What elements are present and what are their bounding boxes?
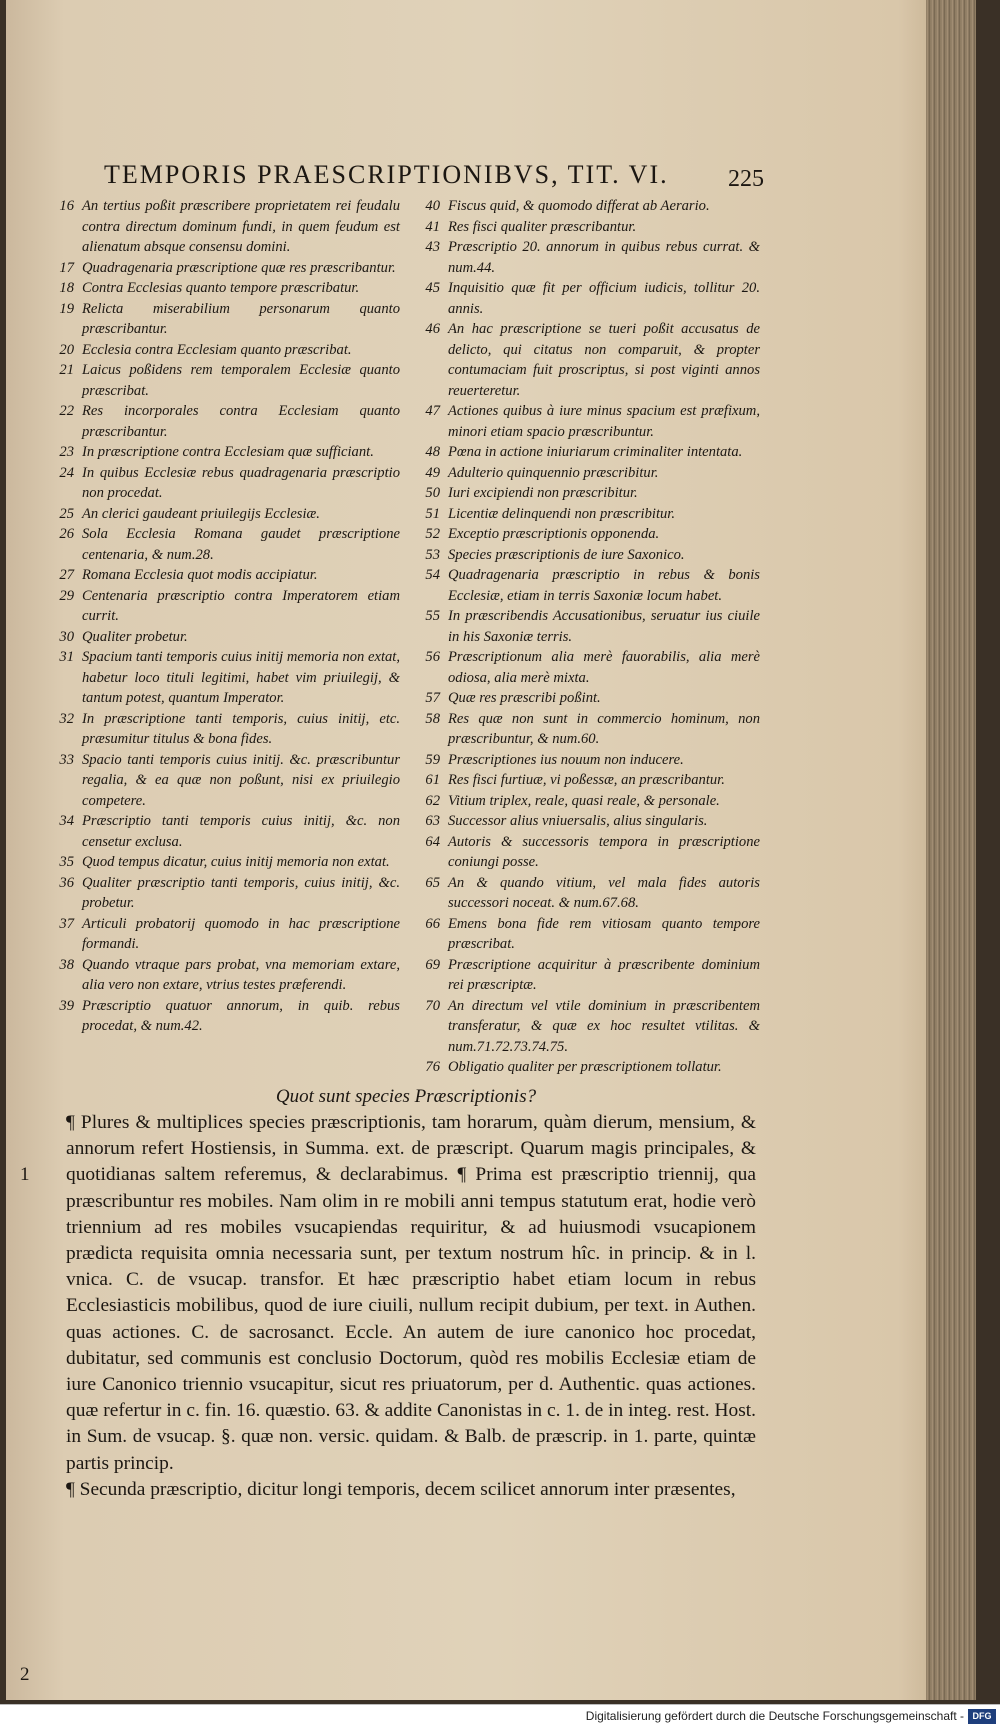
book-page xyxy=(6,0,976,1700)
index-text: Iuri excipiendi non præscribitur. xyxy=(448,485,638,501)
section-title: Quot sunt species Præscriptionis? xyxy=(275,1086,537,1107)
index-entry xyxy=(44,360,400,401)
index-entry xyxy=(410,217,760,238)
index-entry xyxy=(410,278,760,319)
page-number: 225 xyxy=(728,166,764,192)
page-edge xyxy=(926,0,976,1700)
index-entry xyxy=(410,791,760,812)
index-entry xyxy=(410,463,760,484)
index-number: 65 xyxy=(425,874,440,891)
index-number: 40 xyxy=(425,198,440,214)
index-number: 51 xyxy=(425,505,440,522)
index-text: Præscriptio 20. annorum in quibus rebus currat. & num.44. xyxy=(448,239,760,276)
index-number: 69 xyxy=(425,956,440,973)
index-number: 34 xyxy=(59,813,74,829)
index-entry xyxy=(410,996,760,1058)
index-entry xyxy=(44,873,400,914)
body-text xyxy=(66,1110,756,1503)
index-text: In præscriptione tanti temporis, cuius initij, etc. præsumitur titulus & bona fides. xyxy=(82,710,400,747)
index-text: Vitium triplex, reale, quasi reale, & personale. xyxy=(448,792,720,809)
index-entry xyxy=(44,278,400,299)
index-text: Exceptio præscriptionis opponenda. xyxy=(448,526,660,542)
index-text: Emens bona fide rem vitiosam quanto tempore præscribat. xyxy=(448,915,760,952)
running-header: TEMPORIS PRAESCRIPTIONIBVS, TIT. VI. xyxy=(104,160,669,189)
index-number: 18 xyxy=(59,280,74,296)
index-entry xyxy=(410,483,760,504)
index-number: 47 xyxy=(425,403,440,419)
index-entry xyxy=(44,258,400,279)
index-entry xyxy=(44,852,400,873)
index-number: 30 xyxy=(59,628,74,645)
index-text: An hac præscriptione se tueri poßit accusatus de delicto, qui citatus non comparuit, & propter contumaciam fuit proscriptus, si post viginti annos reuerteretur. xyxy=(448,321,760,399)
footer-credit: Digitalisierung gefördert durch die Deutsche Forschungsgemeinschaft - xyxy=(585,1709,964,1723)
index-number: 70 xyxy=(425,997,440,1014)
margin-number: 2 xyxy=(20,1664,30,1685)
pilcrow: ¶ xyxy=(66,1112,75,1133)
index-text: Præscriptio quatuor annorum, in quib. rebus procedat, & num.42. xyxy=(82,997,400,1034)
index-number: 43 xyxy=(425,239,440,255)
index-text: Obligatio qualiter per præscriptionem tollatur. xyxy=(448,1059,722,1075)
index-entry xyxy=(44,811,400,852)
index-entry xyxy=(410,196,760,217)
index-number: 27 xyxy=(59,567,74,583)
index-text: Ecclesia contra Ecclesiam quanto præscribat. xyxy=(82,341,352,358)
index-entry xyxy=(410,401,760,442)
index-text: Successor alius vniuersalis, alius singularis. xyxy=(448,813,708,829)
index-entry xyxy=(44,627,400,648)
index-text: Centenaria præscriptio contra Imperatorem etiam currit. xyxy=(82,587,400,624)
index-entry xyxy=(44,340,400,361)
index-text: In præscriptione contra Ecclesiam quæ sufficiant. xyxy=(82,444,374,460)
index-entry xyxy=(410,770,760,791)
index-entry xyxy=(44,586,400,627)
index-text: Adulterio quinquennio præscribitur. xyxy=(448,464,659,481)
index-entry xyxy=(410,709,760,750)
index-text: An clerici gaudeant priuilegijs Ecclesiæ. xyxy=(82,505,320,522)
index-number: 52 xyxy=(425,526,440,542)
paragraph: Secunda præscriptio, dicitur longi temporis, decem scilicet annorum inter præsentes, xyxy=(79,1478,736,1500)
index-number: 23 xyxy=(59,444,74,460)
index-number: 53 xyxy=(425,546,440,563)
index-column-right xyxy=(410,196,760,1078)
index-text: Autoris & successoris tempora in præscriptione coniungi posse. xyxy=(448,833,760,870)
index-text: Romana Ecclesia quot modis accipiatur. xyxy=(82,567,318,583)
index-number: 59 xyxy=(425,751,440,768)
index-text: Licentiæ delinquendi non præscribitur. xyxy=(448,505,676,522)
index-text: Quando vtraque pars probat, vna memoriam extare, alia vero non extare, vtrius testes præferendi. xyxy=(82,956,400,993)
index-text: Articuli probatorij quomodo in hac præscriptione formandi. xyxy=(82,915,400,952)
index-text: Pœna in actione iniuriarum criminaliter intentata. xyxy=(448,444,743,460)
index-entry xyxy=(44,442,400,463)
index-entry xyxy=(44,750,400,812)
index-entry xyxy=(44,914,400,955)
index-number: 36 xyxy=(59,874,74,891)
index-text: In præscribendis Accusationibus, seruatur ius ciuile in his Saxoniæ terris. xyxy=(448,608,760,645)
index-number: 50 xyxy=(425,485,440,501)
index-entry xyxy=(410,1057,760,1078)
index-number: 46 xyxy=(425,321,440,337)
index-text: Sola Ecclesia Romana gaudet præscriptione centenaria, & num.28. xyxy=(82,526,400,563)
index-number: 31 xyxy=(59,649,74,665)
paragraph: Prima est præscriptio triennij, qua præscribuntur res mobiles. Nam olim in re mobili anni tempus statutum erat, hodie verò triennium ad res mobiles vsucapiendas requiritur, & ad huiusmodi vsucapionem prædicta requisita omnia necessaria sunt, per textum nostrum hîc. in princip. & in l. vnica. C. de vsucap. transfor. Et hæc præscriptio habet etiam locum in rebus Ecclesiasticis mobilibus, quod de iure ciuili, nullum recipit dubium, per text. in Authen. quas actiones. C. de sacrosanct. Eccle. An autem de iure canonico hoc procedat, dubitatur, sed communis est conclusio Doctorum, quòd res mobilis Ecclesiæ etiam de iure Canonico triennio vsucapitur, sicut res priuatorum, per d. Authentic. quas actiones. quæ refertur in c. fin. 16. quæstio. 63. & addite Canonistas in c. 1. de in integ. rest. Host. in Sum. de vsucap. §. quæ non. versic. quidam. & Balb. de præscrip. in 1. parte, quintæ partis princip. xyxy=(66,1164,756,1474)
index-text: Fiscus quid, & quomodo differat ab Aerario. xyxy=(448,198,710,214)
index-number: 56 xyxy=(425,649,440,665)
index-entry xyxy=(410,688,760,709)
index-number: 64 xyxy=(425,833,440,850)
index-entry xyxy=(410,955,760,996)
index-text: An & quando vitium, vel mala fides autoris successori noceat. & num.67.68. xyxy=(448,874,760,911)
index-entry xyxy=(44,996,400,1037)
dfg-logo: DFG xyxy=(968,1709,996,1724)
index-number: 35 xyxy=(59,854,74,870)
index-number: 62 xyxy=(425,792,440,809)
index-entry xyxy=(410,565,760,606)
index-number: 32 xyxy=(59,710,74,727)
index-entry xyxy=(44,401,400,442)
index-text: Spacium tanti temporis cuius initij memoria non extat, habetur loco tituli legitimi, habet vim priuilegij, & tantum potest, quantum Imperator. xyxy=(82,649,400,706)
index-number: 66 xyxy=(425,915,440,932)
index-text: Relicta miserabilium personarum quanto præscribantur. xyxy=(82,300,400,337)
index-text: Qualiter probetur. xyxy=(82,628,188,645)
index-number: 22 xyxy=(59,403,74,419)
index-text: Spacio tanti temporis cuius initij. &c. præscribuntur regalia, & ea quæ non poßunt, nisi ex priuilegio competere. xyxy=(82,751,400,809)
index-entry xyxy=(410,811,760,832)
footer-bar xyxy=(0,1704,1000,1729)
index-number: 37 xyxy=(59,915,74,932)
index-number: 76 xyxy=(425,1059,440,1075)
index-entry xyxy=(410,750,760,771)
index-text: Quæ res præscribi poßint. xyxy=(448,690,601,706)
index-number: 61 xyxy=(425,772,440,788)
index-entry xyxy=(410,873,760,914)
index-text: Præscriptione acquiritur à præscribente dominium rei præscriptæ. xyxy=(448,956,760,993)
index-entry xyxy=(410,319,760,401)
index-entry xyxy=(44,524,400,565)
index-number: 24 xyxy=(59,464,74,481)
index-number: 41 xyxy=(425,218,440,235)
pilcrow: ¶ xyxy=(66,1478,75,1500)
index-number: 63 xyxy=(425,813,440,829)
index-entry xyxy=(44,955,400,996)
index-number: 55 xyxy=(425,608,440,624)
index-text: Actiones quibus à iure minus spacium est præfixum, minori etiam spacio præscribuntur. xyxy=(448,403,760,440)
index-text: Quadragenaria præscriptione quæ res præscribantur. xyxy=(82,259,396,276)
index-entry xyxy=(44,504,400,525)
index-text: Quod tempus dicatur, cuius initij memoria non extat. xyxy=(82,854,390,870)
index-number: 17 xyxy=(59,259,74,276)
index-number: 26 xyxy=(59,526,74,542)
index-text: Laicus poßidens rem temporalem Ecclesiæ quanto præscribat. xyxy=(82,362,400,399)
index-text: Contra Ecclesias quanto tempore præscribatur. xyxy=(82,280,360,296)
index-entry xyxy=(44,647,400,709)
index-entry xyxy=(410,647,760,688)
index-entry xyxy=(410,504,760,525)
index-text: Præscriptionum alia merè fauorabilis, alia merè odiosa, alia merè mixta. xyxy=(448,649,760,686)
index-text: Res fisci qualiter præscribantur. xyxy=(448,218,637,235)
index-entry xyxy=(44,709,400,750)
index-entry xyxy=(410,442,760,463)
index-entry xyxy=(44,565,400,586)
index-text: Res fisci furtiuæ, vi poßessæ, an præscribantur. xyxy=(448,772,725,788)
index-number: 48 xyxy=(425,444,440,460)
index-text: Quadragenaria præscriptio in rebus & bonis Ecclesiæ, etiam in terris Saxoniæ locum habet. xyxy=(448,567,760,604)
index-number: 58 xyxy=(425,710,440,727)
index-number: 29 xyxy=(59,587,74,604)
index-number: 33 xyxy=(59,751,74,768)
pilcrow: ¶ xyxy=(457,1164,467,1186)
index-text: Qualiter præscriptio tanti temporis, cuius initij, &c. probetur. xyxy=(82,874,400,911)
index-entry xyxy=(44,299,400,340)
index-entry xyxy=(410,914,760,955)
index-number: 45 xyxy=(425,280,440,296)
index-number: 57 xyxy=(425,690,440,706)
index-number: 21 xyxy=(59,362,74,378)
index-number: 19 xyxy=(59,300,74,317)
index-text: Species præscriptionis de iure Saxonico. xyxy=(448,546,685,563)
index-entry xyxy=(44,463,400,504)
index-text: Inquisitio quæ fit per officium iudicis, tollitur 20. annis. xyxy=(448,280,760,317)
index-number: 20 xyxy=(59,341,74,358)
index-entry xyxy=(410,606,760,647)
index-entry xyxy=(410,237,760,278)
index-number: 25 xyxy=(59,505,74,522)
index-entry xyxy=(44,196,400,258)
index-number: 54 xyxy=(425,567,440,583)
index-number: 38 xyxy=(59,956,74,973)
index-text: Præscriptio tanti temporis cuius initij, &c. non censetur exclusa. xyxy=(82,813,400,850)
index-entry xyxy=(410,832,760,873)
index-text: Res incorporales contra Ecclesiam quanto præscribantur. xyxy=(82,403,400,440)
index-column-left xyxy=(44,196,400,1037)
paragraph: Plures & multiplices species præscriptionis, tam horarum, quàm dierum, mensium, & annorum refert Hostiensis, in Summa. ext. de præscript. Quarum magis principales, & quotidianas saltem referemus, & declarabimus. xyxy=(66,1112,756,1186)
margin-number: 1 xyxy=(20,1164,30,1185)
index-number: 16 xyxy=(59,198,74,214)
index-text: An directum vel vtile dominium in præscribentem transferatur, & quæ ex hoc resultet vtilitas. & num.71.72.73.74.75. xyxy=(448,997,760,1055)
index-entry xyxy=(410,545,760,566)
index-text: An tertius poßit præscribere proprietatem rei feudalu contra directum dominum fundi, in quem feudum est alienatum absque consensu domini. xyxy=(82,198,400,255)
index-number: 49 xyxy=(425,464,440,481)
index-text: Præscriptiones ius nouum non inducere. xyxy=(448,751,684,768)
index-entry xyxy=(410,524,760,545)
index-text: In quibus Ecclesiæ rebus quadragenaria præscriptio non procedat. xyxy=(82,464,400,501)
index-number: 39 xyxy=(59,997,74,1014)
index-text: Res quæ non sunt in commercio hominum, non præscribuntur, & num.60. xyxy=(448,710,760,747)
